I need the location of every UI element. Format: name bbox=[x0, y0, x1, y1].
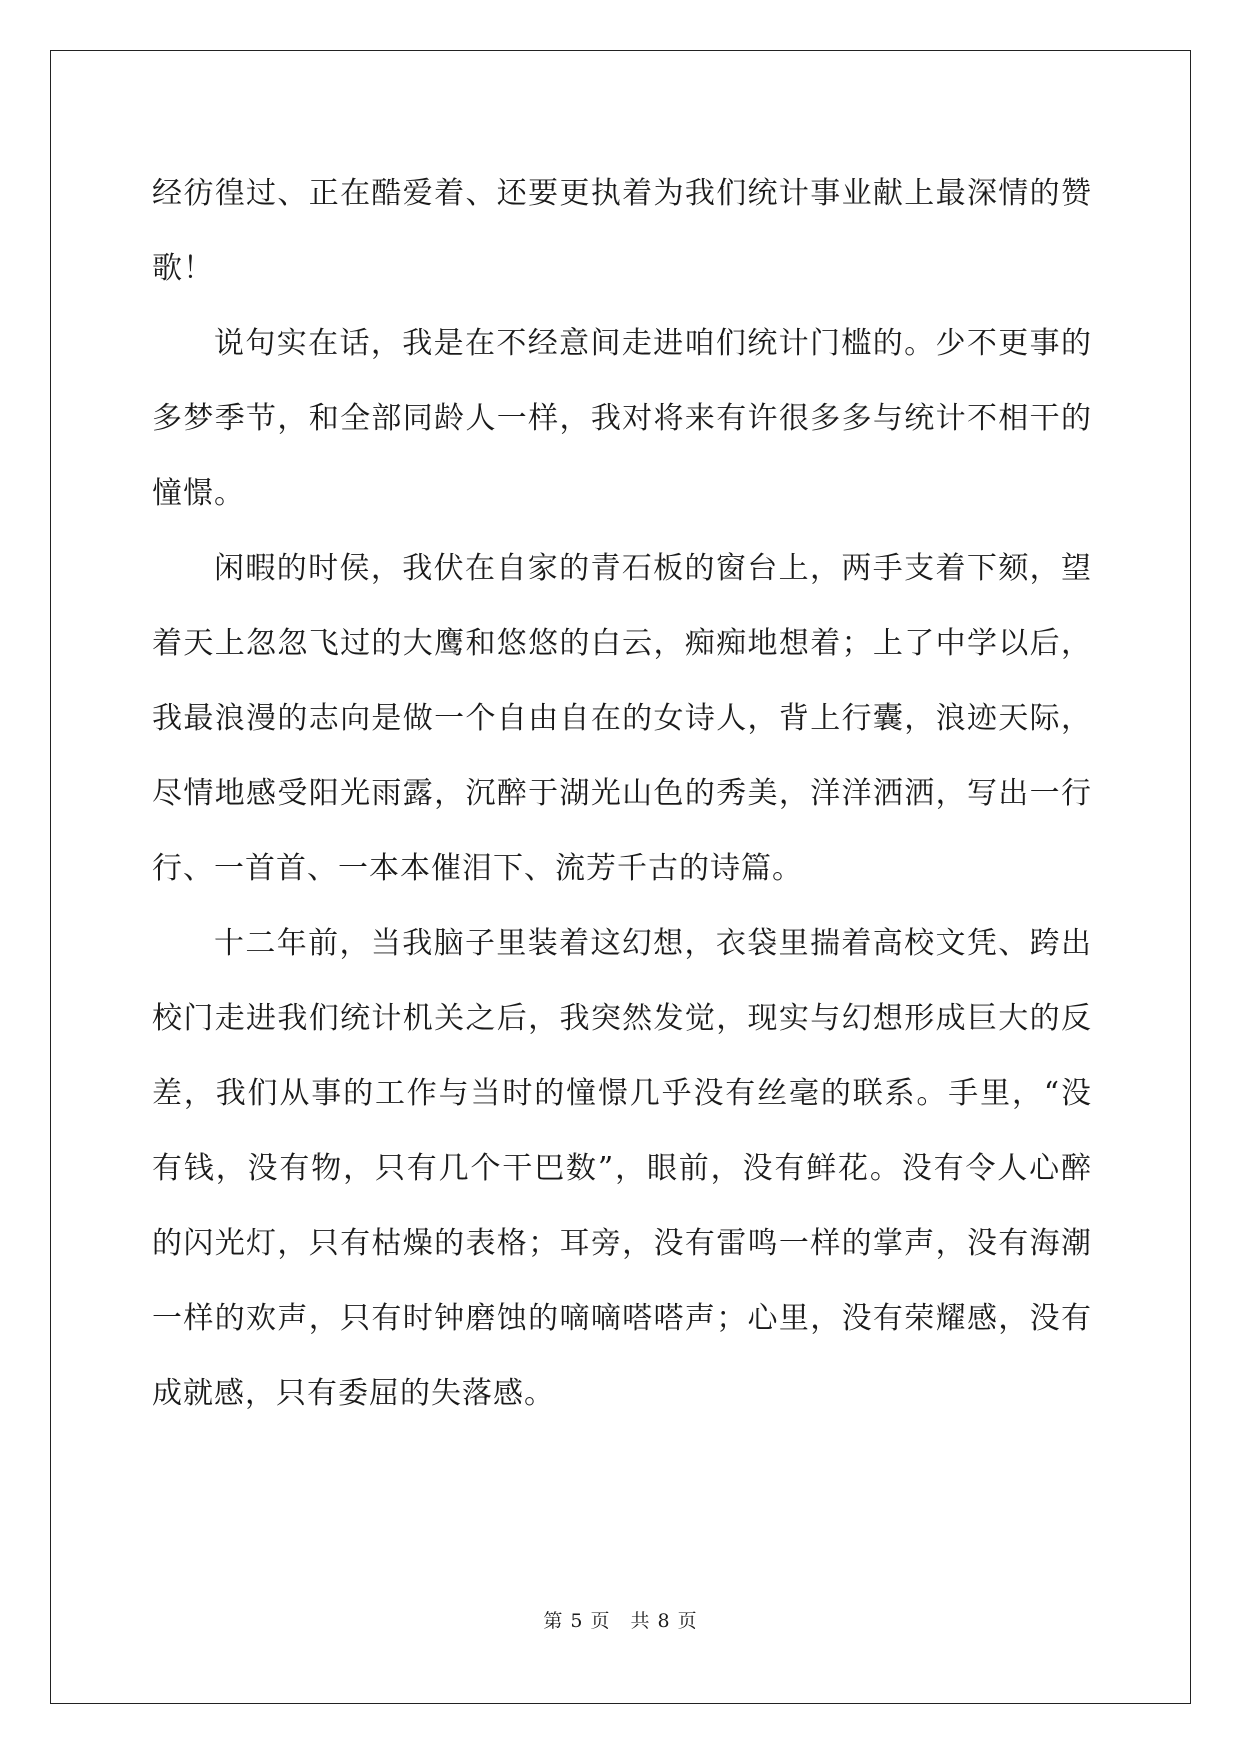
paragraph: 说句实在话，我是在不经意间走进咱们统计门槛的。少不更事的多梦季节，和全部同龄人一样，我对将来有许很多多与统计不相干的憧憬。 bbox=[152, 326, 1092, 511]
paragraph: 十二年前，当我脑子里装着这幻想，衣袋里揣着高校文凭、跨出校门走进我们统计机关之后，我突然发觉，现实与幻想形成巨大的反差，我们从事的工作与当时的憧憬几乎没有丝毫的联系。手里，“没有钱，没有物，只有几个干巴数”，眼前，没有鲜花。没有令人心醉的闪光灯，只有枯燥的表格；耳旁，没有雷鸣一样的掌声，没有海潮一样的欢声，只有时钟磨蚀的嘀嘀嗒嗒声；心里，没有荣耀感，没有成就感，只有委屈的失落感。 bbox=[152, 926, 1092, 1411]
paragraph-continued: 经彷徨过、正在酷爱着、还要更执着为我们统计事业献上最深情的赞歌！ bbox=[152, 176, 1092, 286]
paragraph: 闲暇的时侯，我伏在自家的青石板的窗台上，两手支着下颏，望着天上忽忽飞过的大鹰和悠悠的白云，痴痴地想着；上了中学以后，我最浪漫的志向是做一个自由自在的女诗人，背上行囊，浪迹天际，尽情地感受阳光雨露，沉醉于湖光山色的秀美，洋洋洒洒，写出一行行、一首首、一本本催泪下、流芳千古的诗篇。 bbox=[152, 551, 1092, 886]
document-body bbox=[152, 156, 1092, 1431]
page-number-footer: 第 5 页 共 8 页 bbox=[543, 1610, 698, 1632]
